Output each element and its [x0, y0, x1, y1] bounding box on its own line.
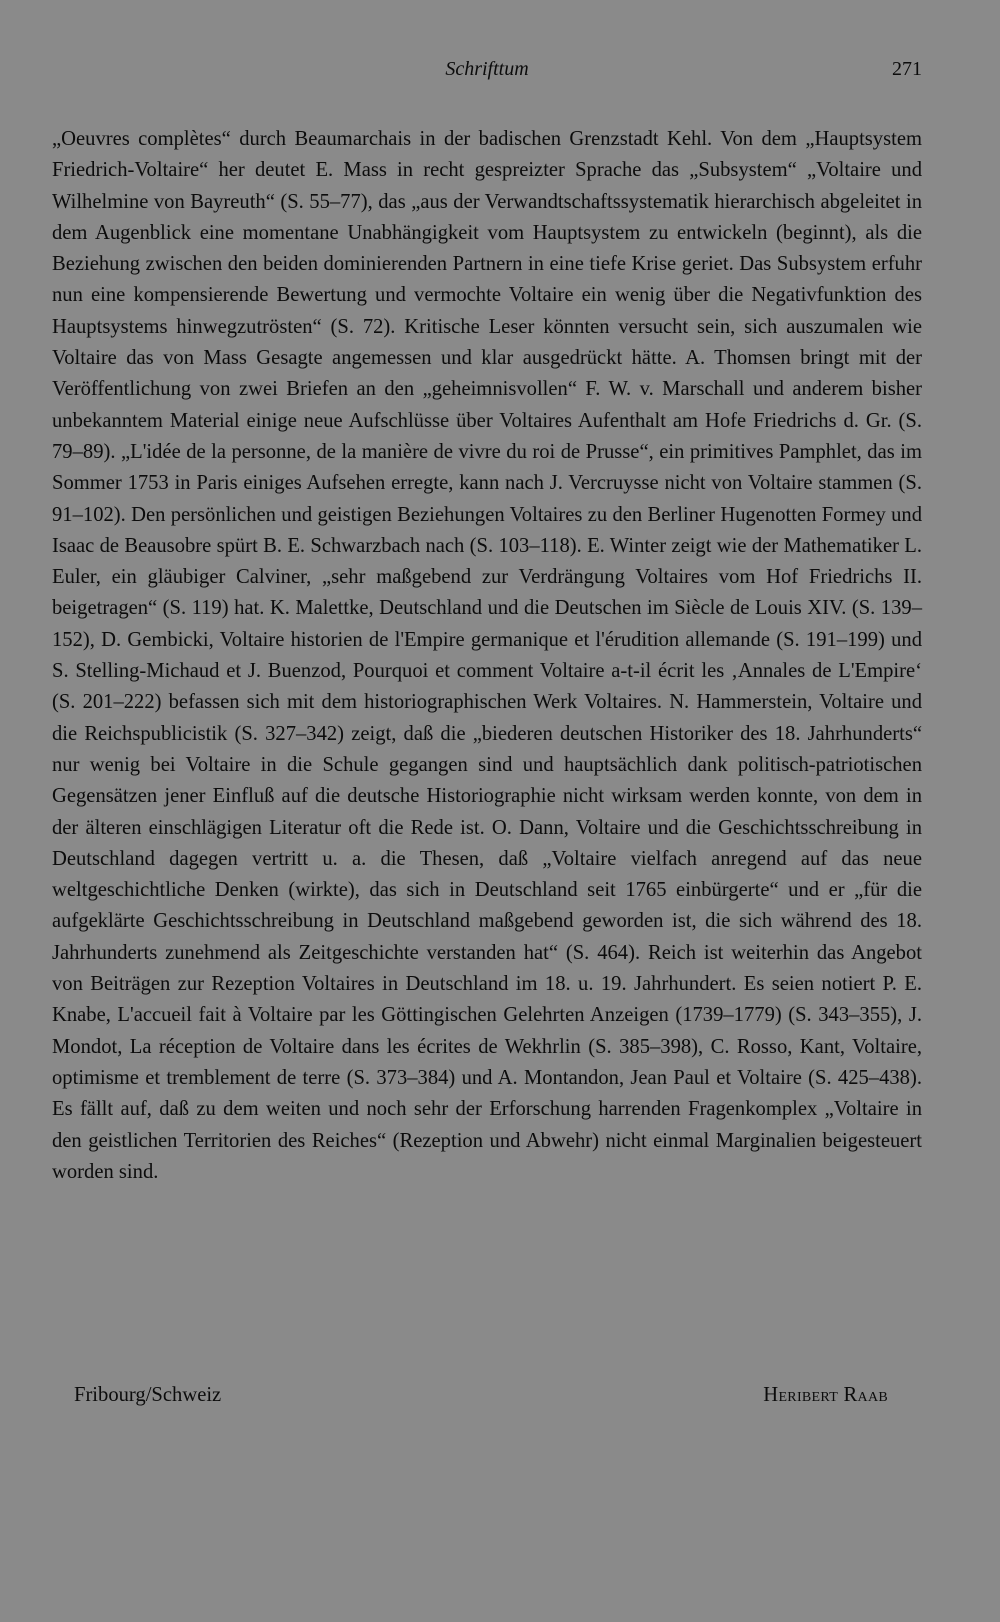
- body-text: [52, 124, 922, 1188]
- running-title: Schrifttum: [445, 58, 529, 80]
- body-paragraph: „Oeuvres complètes“ durch Beaumarchais in der badischen Grenzstadt Kehl. Von dem „Hauptsystem Friedrich-Voltaire“ her deutet E. Mass in recht gespreizter Sprache das „Subsystem“ „Voltaire und Wilhelmine von Bayreuth“ (S. 55–77), das „aus der Verwandtschaftssystematik hierarchisch abgeleitet in dem Augenblick eine momentane Unabhängigkeit vom Hauptsystem zu entwickeln (beginnt), als die Beziehung zwischen den beiden dominierenden Partnern in eine tiefe Krise geriet. Das Subsystem erfuhr nun eine kompensierende Bewertung und vermochte Voltaire ein wenig über die Negativfunktion des Hauptsystems hinwegzutrösten“ (S. 72). Kritische Leser könnten versucht sein, sich auszumalen wie Voltaire das von Mass Gesagte angemessen und klar ausgedrückt hätte. A. Thomsen bringt mit der Veröffentlichung von zwei Briefen an den „geheimnisvollen“ F. W. v. Marschall und anderem bisher unbekanntem Material einige neue Aufschlüsse über Voltaires Aufenthalt am Hofe Friedrichs d. Gr. (S. 79–89). „L'idée de la personne, de la manière de vivre du roi de Prusse“, ein primitives Pamphlet, das im Sommer 1753 in Paris einiges Aufsehen erregte, kann nach J. Vercruysse nicht von Voltaire stammen (S. 91–102). Den persönlichen und geistigen Beziehungen Voltaires zu den Berliner Hugenotten Formey und Isaac de Beausobre spürt B. E. Schwarzbach nach (S. 103–118). E. Winter zeigt wie der Mathematiker L. Euler, ein gläubiger Calviner, „sehr maßgebend zur Verdrängung Voltaires vom Hof Friedrichs II. beigetragen“ (S. 119) hat. K. Malettke, Deutschland und die Deutschen im Siècle de Louis XIV. (S. 139–152), D. Gembicki, Voltaire historien de l'Empire germanique et l'érudition allemande (S. 191–199) und S. Stelling-Michaud et J. Buenzod, Pourquoi et comment Voltaire a-t-il écrit les ‚Annales de L'Empire‘ (S. 201–222) befassen sich mit dem historiographischen Werk Voltaires. N. Hammerstein, Voltaire und die Reichspublicistik (S. 327–342) zeigt, daß die „biederen deutschen Historiker des 18. Jahrhunderts“ nur wenig bei Voltaire in die Schule gegangen sind und hauptsächlich dank politisch-patriotischen Gegensätzen jener Einfluß auf die deutsche Historiographie nicht wirksam werden konnte, von dem in der älteren einschlägigen Literatur oft die Rede ist. O. Dann, Voltaire und die Geschichtsschreibung in Deutschland dagegen vertritt u. a. die Thesen, daß „Voltaire vielfach anregend auf das neue weltgeschichtliche Denken (wirkte), das sich in Deutschland seit 1765 einbürgerte“ und er „für die aufgeklärte Geschichtsschreibung in Deutschland maßgebend geworden ist, die sich während des 18. Jahrhunderts zunehmend als Zeitgeschichte verstanden hat“ (S. 464). Reich ist weiterhin das Angebot von Beiträgen zur Rezeption Voltaires in Deutschland im 18. u. 19. Jahrhundert. Es seien notiert P. E. Knabe, L'accueil fait à Voltaire par les Göttingischen Gelehrten Anzeigen (1739–1779) (S. 343–355), J. Mondot, La réception de Voltaire dans les écrites de Wekhrlin (S. 385–398), C. Rosso, Kant, Voltaire, optimisme et tremblement de terre (S. 373–384) und A. Montandon, Jean Paul et Voltaire (S. 425–438). Es fällt auf, daß zu dem weiten und noch sehr der Erforschung harrenden Fragenkomplex „Voltaire in den geistlichen Territorien des Reiches“ (Rezeption und Abwehr) nicht einmal Marginalien beigesteuert worden sind.: [52, 128, 922, 1183]
- signature-place: Fribourg/Schweiz: [74, 1384, 222, 1406]
- signature-line: [52, 1384, 922, 1416]
- signature-author: Heribert Raab: [763, 1384, 888, 1406]
- page-number: 271: [892, 58, 922, 80]
- running-head: [52, 58, 922, 92]
